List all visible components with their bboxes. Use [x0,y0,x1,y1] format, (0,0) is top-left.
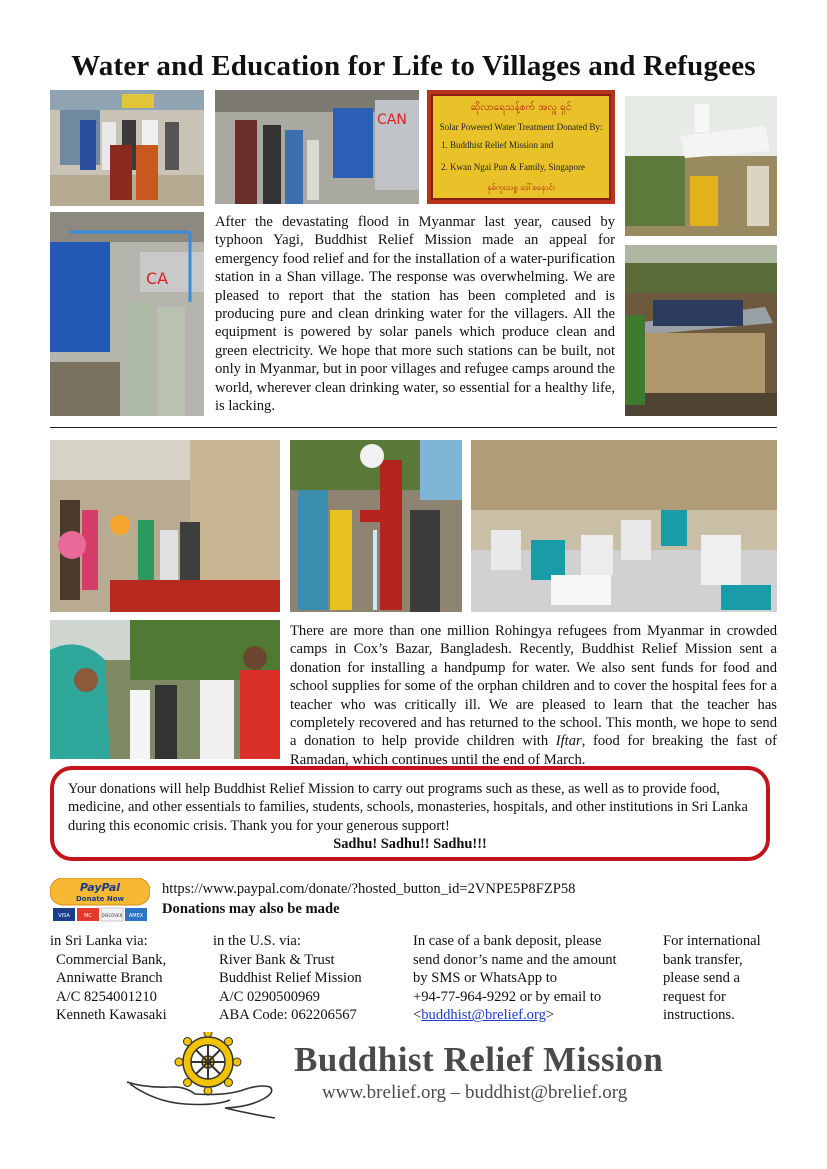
organization-name: Buddhist Relief Mission [294,1040,664,1079]
mastercard-icon: MC [84,913,92,919]
plaque-line-1: Solar Powered Water Treatment Donated By: [439,122,603,132]
section1-paragraph: After the devastating flood in Myanmar last year, caused by typhoon Yagi, Buddhist Relief Mission made an appeal for emergency food relief and for the installation of a water-purification station in a Shan village. The response was overwhelming. We are pleased to report that the station has been completed and is producing pure and clean drinking water for the villagers. All the equipment is powered by solar panels which produce clean and green electricity. We hope that more such stations can be built, not only in Myanmar, but in poor villages and refugee camps around the world, wherever clean drinking water, so essential for a healthy life, is lacking. [215,214,615,415]
plaque-script-top: ဆိုလာရေသန့်စက် အလှူ ရှင် [470,102,572,113]
international-line-4: request for [663,988,726,1005]
donations-note: Donations may also be made [162,901,340,917]
refugee-crowd-photo [50,620,280,759]
callout-text: Your donations will help Buddhist Relief Mission to carry out programs such as these, as well as to provide food, medicine, and other essentials to families, students, schools, monasteries, hospitals, and other institutions in Sri Lanka during this economic crisis. Thank you for your generous support! [68,781,748,834]
us-account-name: Buddhist Relief Mission [219,970,362,987]
deposit-line-3: by SMS or WhatsApp to [413,970,558,987]
dharma-wheel-in-hand-icon [125,1032,285,1122]
us-bank-column [213,932,362,1025]
organization-web-email[interactable]: www.brelief.org – buddhist@brelief.org [322,1082,628,1103]
callout-closing: Sadhu! Sadhu!! Sadhu!!! [333,836,487,853]
solar-donation-plaque [427,90,615,204]
international-line-3: please send a [663,970,740,987]
amex-card-icon: AMEX [128,913,144,919]
plaque-line-2: 1. Buddhist Relief Mission and [441,140,554,150]
international-line-5: instructions. [663,1007,735,1024]
camp-children-photo [50,440,280,612]
section2-paragraph: There are more than one million Rohingya refugees from Myanmar in crowded camps in Cox’s Bazar, Bangladesh. Recently, Buddhist Relief Mission sent a donation for installing a handpump for water. We also sent funds for food and school supplies for some of the orphan children and to cover the hospital fees for a teacher who was critically ill. We are pleased to learn that the teacher has completely recovered and has returned to the school. This month, we hope to send a donation to help provide children with Iftar, food for breaking the fast of Ramadan, which continues until the end of March. [290,623,778,768]
classroom-photo [471,440,777,612]
discover-card-icon: DISCOVER [101,913,123,918]
us-account: A/C 0290500969 [219,988,320,1005]
sri-lanka-account-name: Kenneth Kawasaki [56,1007,167,1024]
handpump-children-photo [290,440,462,612]
monks-and-volunteers-photo [50,90,204,206]
deposit-line-2: send donor’s name and the amount [413,951,617,968]
svg-text:CA: CA [146,269,169,288]
deposit-column [413,932,617,1025]
section-divider [50,427,777,428]
international-column [663,932,761,1025]
us-aba-code: ABA Code: 062206567 [219,1007,357,1024]
sri-lanka-branch: Anniwatte Branch [56,970,163,987]
sri-lanka-account: A/C 8254001210 [56,988,157,1005]
page-title: Water and Education for Life to Villages and Refugees [71,50,756,82]
paypal-brand: PayPal [79,881,121,894]
international-line-1: For international [663,933,761,949]
deposit-email-link[interactable]: buddhist@brelief.org [421,1007,546,1024]
solar-hut-photo [625,245,777,416]
paypal-link[interactable]: https://www.paypal.com/donate/?hosted_button_id=2VNPE5P8FZP58 [162,881,576,897]
plaque-line-3: 2. Kwan Ngai Pun & Family, Singapore [441,162,585,172]
plaque-script-bottom: နှစ်ကူးသစ္စ ဒေါ်စနောင်း [487,183,555,192]
paypal-button-label: Donate Now [76,895,124,903]
deposit-email-line: <buddhist@brelief.org> [413,1007,555,1024]
donation-callout [50,766,770,861]
water-tanks-photo [215,90,419,204]
us-bank: River Bank & Trust [219,951,335,968]
international-line-2: bank transfer, [663,951,743,968]
deposit-line-1: In case of a bank deposit, please [413,933,602,949]
svg-text:CAN: CAN [377,112,407,128]
visa-card-icon: VISA [58,913,70,919]
sri-lanka-heading: in Sri Lanka via: [50,933,148,949]
us-heading: in the U.S. via: [213,933,301,949]
paypal-donate-button[interactable] [50,878,150,922]
solar-panel-install-photo [625,96,777,236]
sri-lanka-bank: Commercial Bank, [56,951,167,968]
deposit-line-4: +94-77-964-9292 or by email to [413,988,602,1005]
sri-lanka-bank-column [50,932,167,1025]
purification-station-photo [50,212,204,416]
